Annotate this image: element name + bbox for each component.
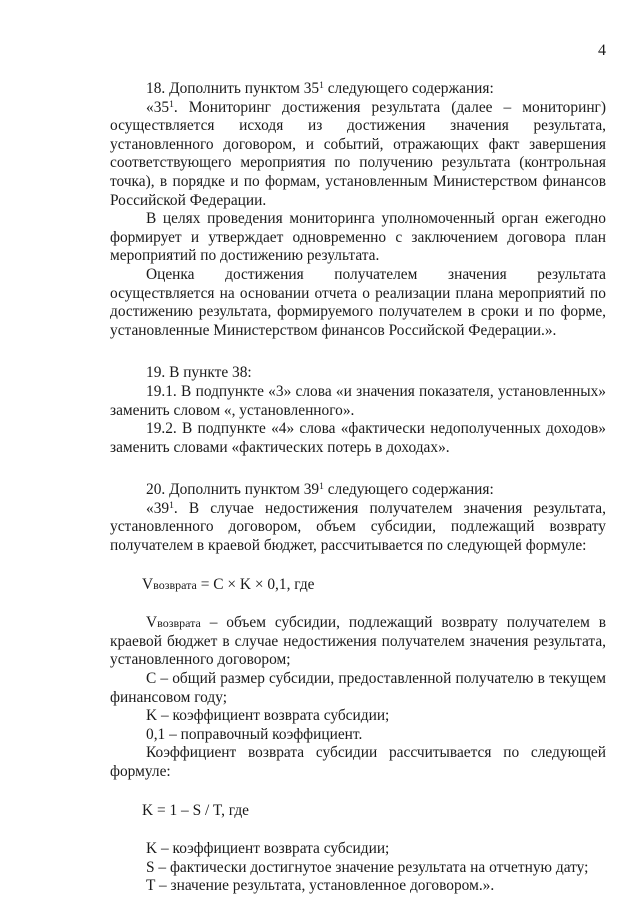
definition-k: K – коэффициент возврата субсидии; [146,707,390,725]
spacer [110,556,606,576]
section-19-paragraph-1: 19.1. В подпункте «3» слова «и значения показателя, установленных» заменить словом «, установленного». [110,382,606,419]
k-formula-intro: Коэффициент возврата субсидии рассчитывается по следующей формуле: [110,744,606,780]
definition-c: C – общий размер субсидии, предоставленной получателю в текущем финансовом году; [110,670,606,706]
definition-v-return: Vвозврата – объем субсидии, подлежащий возврату получателем в краевой бюджет в случае недостижения получателем значения результата, установленного договором; [110,614,606,669]
section-18-paragraph-2: В целях проведения мониторинга уполномоченный орган ежегодно формирует и утверждает одновременно с заключением договора план мероприятий по достижению результата. [110,210,606,265]
formula-v-return: Vвозврата = C × K × 0,1, где [142,575,315,593]
section-20-heading: 20. Дополнить пунктом $39^1$ следующего содержания: [146,481,494,499]
spacer [110,594,606,614]
definition-0-1: 0,1 – поправочный коэффициент. [146,725,363,743]
spacer [110,340,606,364]
spacer [110,782,606,802]
section-18-paragraph-1: «$35^1$. Мониторинг достижения результата (далее – мониторинг) осуществляется исходя из достижения значения результата, установленного договором, и событий, отражающих факт завершения соответствующего мероприятия по получению результата (контрольная точка), в порядке и по формам, установленным Министерством финансов Российской Федерации. [110,98,606,209]
section-18-heading: 18. Дополнить пунктом $35^1$ следующего содержания: [146,79,494,97]
spacer [110,820,606,840]
definition-t: T – значение результата, установленное договором.». [146,877,495,895]
document-body [110,80,606,896]
section-19-paragraph-2: 19.2. В подпункте «4» слова «фактически недополученных доходов» заменить словами «фактических потерь в доходах». [110,420,606,456]
section-19-heading: 19. В пункте 38: [146,364,252,382]
section-18-paragraph-3: Оценка достижения получателем значения результата осуществляется на основании отчета о реализации плана мероприятий по достижению результата, формируемого получателем в сроки и по форме, установленные Министерством финансов Российской Федерации.». [110,265,606,339]
spacer [110,457,606,481]
section-20-paragraph-1: «$39^1$. В случае недостижения получателем значения результата, установленного договором, объем субсидии, подлежащий возврату получателем в краевой бюджет, рассчитывается по следующей формуле: [110,499,606,555]
formula-k: K = 1 – S / T, где [142,801,249,819]
definition-k-2: K – коэффициент возврата субсидии; [146,840,390,858]
page-number: 4 [598,42,606,59]
definition-s: S – фактически достигнутое значение результата на отчетную дату; [146,858,589,876]
